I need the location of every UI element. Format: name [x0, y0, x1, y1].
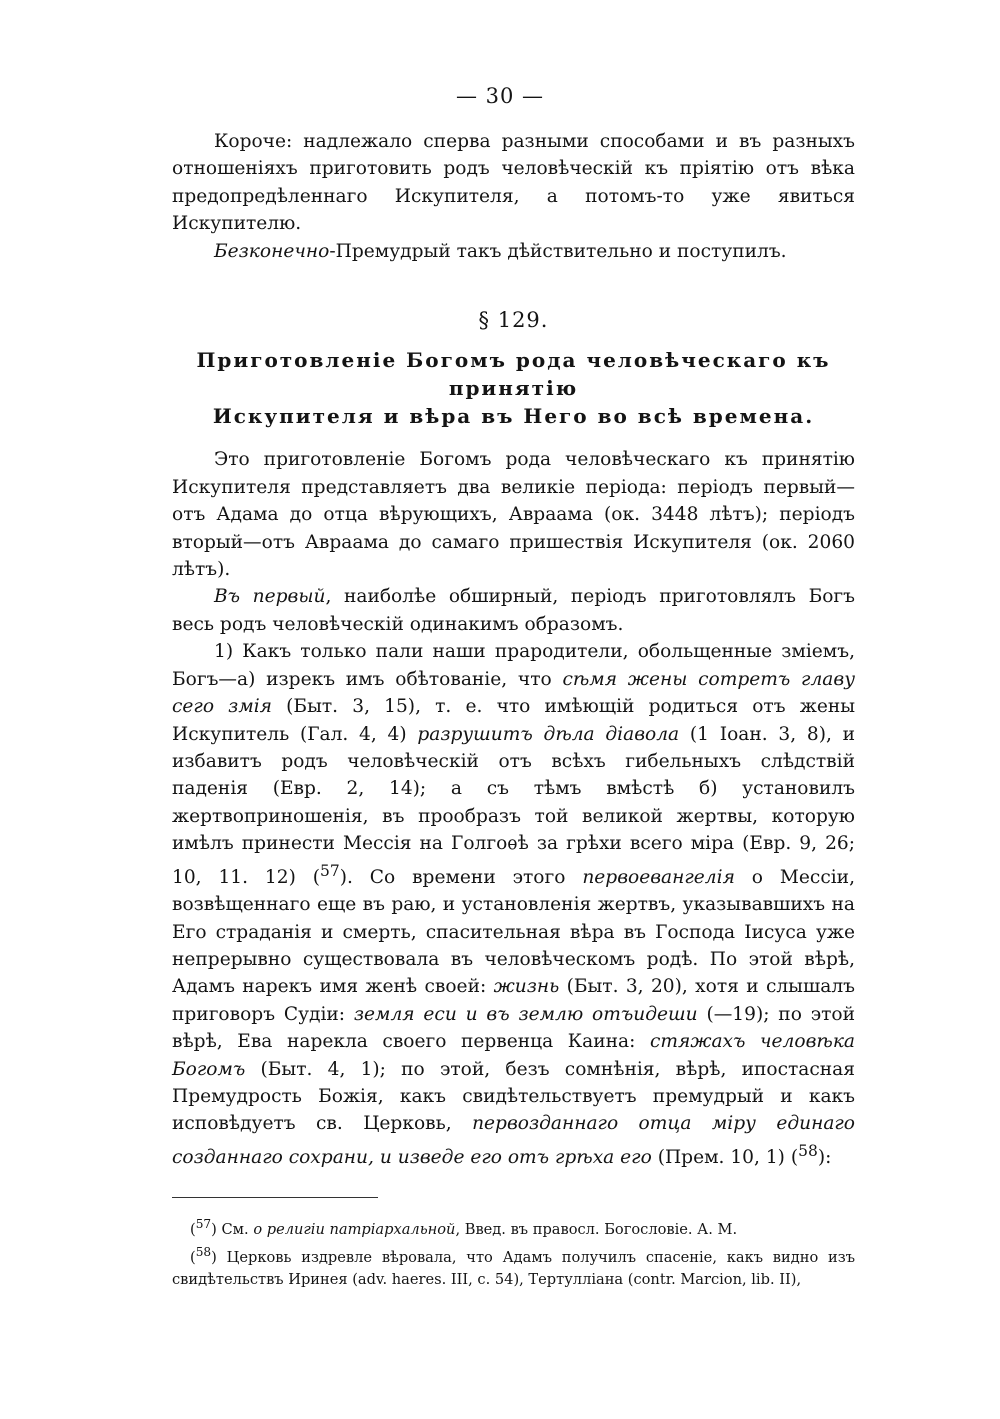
text-span: ). Со времени этого: [339, 866, 583, 888]
section-heading-line-1: Приготовленіе Богомъ рода человѣческаго къ принятію: [196, 348, 831, 401]
paragraph-2: [172, 238, 855, 265]
text-span: (1 Іоан. 3, 8), и избавитъ родъ человѣческій отъ всѣхъ гибельныхъ слѣдствій паденія (Евр. 2, 14); а съ тѣмъ вмѣстѣ б) установилъ жертвоприношенія, въ прообразъ той великой жертвы, которую имѣлъ принести Мессія на Голгоѳѣ за грѣхи всего міра (Евр. 9, 26; 10, 11. 12) (: [172, 723, 855, 888]
footnote-58: ($^{58}$) Церковь издревле вѣровала, что Адамъ получилъ спасеніе, какъ видно изъ свидѣтельствъ Иринея (adv. haeres. III, c. 54), Тертулліана (contr. Marcion, lib. II),: [172, 1244, 855, 1288]
page-number: — 30 —: [455, 84, 545, 108]
paragraph-4: [172, 583, 855, 638]
paragraph-3: Это приготовленіе Богомъ рода человѣческаго къ принятію Искупителя представляетъ два великіе періода: періодъ первый—отъ Адама до отца вѣрующихъ, Авраама (ок. 3448 лѣтъ); періодъ вторый—отъ Авраама до самаго пришествія Искупителя (ок. 2060 лѣтъ).: [172, 449, 855, 581]
text-span: 1) Какъ только пали наши прародители, обольщенные зміемъ, Богъ—а) изрекъ имъ обѣтованіе, что: [172, 641, 855, 690]
text-span: ):: [817, 1146, 832, 1168]
paragraph-1: Короче: надлежало сперва разными способами и въ разныхъ отношеніяхъ приготовить родъ человѣческій къ пріятію отъ вѣка предопредѣленнаго Искупителя, а потомъ-то уже явиться Искупителю.: [172, 131, 855, 235]
footnote-mark: 57: [195, 1217, 212, 1231]
footnote-mark: 58: [195, 1244, 212, 1259]
text-span: -Премудрый такъ дѣйствительно и поступилъ.: [329, 240, 787, 262]
section-heading-line-2: Искупителя и вѣра въ Него во всѣ времена.: [212, 404, 815, 429]
main-text: [172, 128, 855, 1171]
text-span: , наиболѣе обширный, періодъ приготовлялъ Богъ весь родъ человѣческій одинакимъ образомъ.: [172, 586, 856, 635]
italic-text: Безконечно: [214, 240, 330, 262]
text-span: См.: [216, 1220, 254, 1238]
italic-text: первозданнаго отца міру единаго созданнаго сохрани, и изведе его отъ грѣха его: [172, 1113, 856, 1168]
text-span: Церковь издревле вѣровала, что Адамъ получилъ спасеніе, какъ видно изъ свидѣтельствъ Иринея (adv. haeres. III, c. 54), Тертулліана (contr. Marcion, lib. II),: [172, 1248, 855, 1288]
italic-text: жизнь: [493, 976, 560, 998]
text-span: о Мессіи, возвѣщеннаго еще въ раю, и установленія жертвъ, указывавшихъ на Его страданія и смерть, спасительная вѣра въ Господа Іисуса уже непрерывно существовала въ человѣческомъ родѣ. По этой вѣрѣ, Адамъ нарекъ имя женѣ своей:: [172, 866, 855, 998]
text-span: (—19); по этой вѣрѣ, Ева нарекла своего первенца Каина:: [172, 1003, 856, 1053]
italic-text: стяжахъ человѣка Богомъ: [172, 1031, 856, 1080]
footnote-divider: [172, 1197, 378, 1198]
text-span: (Прем. 10, 1) (: [651, 1146, 799, 1168]
text-span: (Быт. 3, 20), хотя и слышалъ приговоръ Судіи:: [172, 976, 855, 1025]
footnotes: [172, 1213, 855, 1291]
text-span: (Быт. 4, 1); по этой, безъ сомнѣнія, вѣрѣ, ипостасная Премудрость Божія, какъ свидѣтельствуетъ премудрый и какъ исповѣдуетъ св. Церковь,: [172, 1058, 855, 1135]
text-span: , Введ. въ правосл. Богословіе. А. М.: [455, 1220, 738, 1238]
text-span: (Быт. 3, 15), т. е. что имѣющій родиться отъ жены Искупитель (Гал. 4, 4): [172, 696, 856, 745]
footnote-ref-58[interactable]: 58: [798, 1141, 818, 1160]
paragraph-5: [172, 638, 855, 1171]
footnote-ref-57[interactable]: 57: [319, 861, 340, 880]
italic-text: первоевангелія: [582, 866, 735, 888]
footnote-57: ($^{57}$) См. о религіи патріархальной, Введ. въ правосл. Богословіе. А. М.: [190, 1217, 738, 1238]
italic-text: земля еси и въ землю отъидеши: [353, 1003, 698, 1025]
italic-text: Въ первый: [214, 586, 326, 608]
italic-text: сѣмя жены сотретъ главу сего змія: [172, 668, 855, 718]
section-heading: [172, 346, 855, 430]
italic-text: о религіи патріархальной: [253, 1220, 456, 1238]
italic-text: разрушитъ дѣла діавола: [417, 723, 680, 745]
section-number: § 129.: [478, 308, 549, 333]
